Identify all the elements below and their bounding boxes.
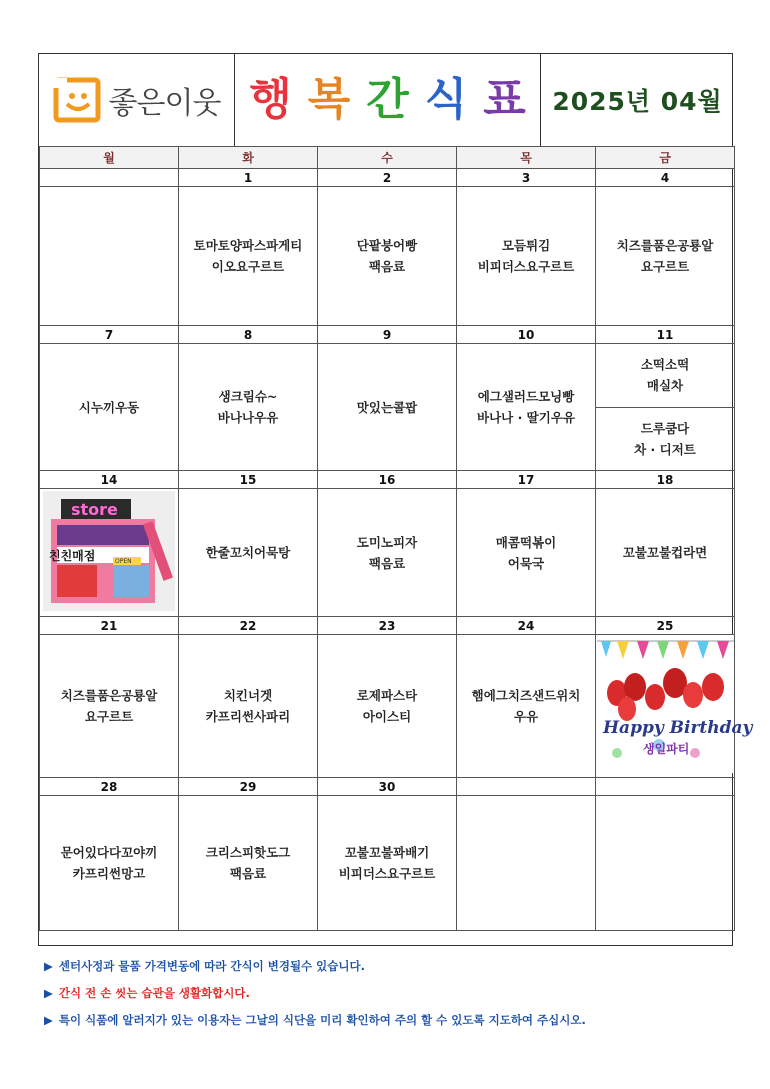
menu-line: 어묵국 [507, 555, 545, 571]
note-text: 센터사정과 물품 가격변동에 따라 간식이 변경될수 있습니다. [58, 959, 365, 973]
menu-cell [179, 187, 318, 326]
menu-cell [40, 187, 179, 326]
menu-line: 생크림슈~ [218, 389, 278, 404]
date-row [40, 169, 735, 187]
birthday-image [596, 635, 752, 777]
menu-line: 햄에그치즈샌드위치 [471, 688, 581, 703]
month-date [541, 54, 734, 146]
menu-line: 꼬불꼬불컵라면 [622, 545, 708, 560]
menu-text [318, 397, 456, 418]
menu-line: 바나나 · 딸기우유 [477, 410, 575, 425]
menu-line: 모듬튀김 [501, 238, 551, 253]
date-number: 15 [179, 471, 318, 489]
store-icon [43, 491, 175, 611]
triangle-bullet-icon: ▶ [44, 986, 53, 1000]
menu-text [318, 235, 456, 277]
date-number: 22 [179, 617, 318, 635]
menu-cell [40, 635, 179, 778]
menu-line: 한줄꼬치어묵탕 [205, 545, 291, 560]
menu-text [596, 235, 734, 277]
date-number: 29 [179, 778, 318, 796]
weekday-wed: 수 [318, 147, 457, 169]
note-item [44, 980, 586, 1007]
menu-cell [179, 344, 318, 471]
menu-text [40, 397, 178, 418]
date-number: 11 [596, 326, 735, 344]
split-bottom [596, 408, 734, 471]
menu-cell [457, 635, 596, 778]
birthday-script-text: Happy Birthday [602, 718, 752, 738]
logo [39, 54, 235, 146]
title-char: 표 [483, 74, 526, 125]
logo-text: 좋은이웃 [108, 86, 221, 121]
logo-mark-icon [53, 76, 103, 124]
split-cell [596, 344, 734, 470]
title-char: 간 [366, 74, 409, 125]
split-top [596, 344, 734, 408]
menu-cell [596, 187, 735, 326]
menu-text [179, 235, 317, 277]
date-row [40, 778, 735, 796]
date-number: 18 [596, 471, 735, 489]
menu-line: 우유 [513, 709, 539, 724]
menu-cell [318, 635, 457, 778]
birthday-label-text: 생일파티 [642, 742, 689, 756]
menu-text [318, 532, 456, 574]
menu-cell [596, 344, 735, 471]
menu-line: 토마토양파스파게티 [193, 238, 303, 253]
menu-text [641, 354, 689, 396]
menu-text [318, 685, 456, 727]
date-number [596, 778, 735, 796]
menu-line: 치킨너겟 [223, 688, 273, 703]
menu-cell [596, 635, 752, 778]
menu-line: 팩음료 [229, 866, 267, 881]
date-row [40, 617, 735, 635]
menu-line: 비피더스요구르트 [477, 259, 575, 274]
menu-cell [40, 344, 179, 471]
date-number [457, 778, 596, 796]
menu-cell [596, 489, 735, 617]
notes [44, 953, 586, 1034]
title-char: 행 [249, 74, 292, 125]
date-number: 1 [179, 169, 318, 187]
menu-line: 바나나우유 [217, 410, 279, 425]
menu-row [40, 796, 735, 931]
menu-cell [318, 489, 457, 617]
date-number [40, 169, 179, 187]
triangle-bullet-icon: ▶ [44, 959, 53, 973]
store-open-text: OPEN [115, 557, 132, 565]
menu-cell [457, 187, 596, 326]
menu-line: 문어있다다꼬야끼 [60, 845, 158, 860]
menu-line: 로제파스타 [356, 688, 418, 703]
menu-line: 꼬불꼬불꽈배기 [344, 845, 430, 860]
date-number: 28 [40, 778, 179, 796]
header [39, 54, 732, 146]
birthday-balloons-icon [597, 635, 752, 773]
menu-line: 치즈를품은공룡알 [60, 688, 158, 703]
menu-row [40, 635, 735, 778]
menu-row [40, 187, 735, 326]
weekday-mon: 월 [40, 147, 179, 169]
menu-line: 매실차 [646, 378, 684, 394]
menu-row [40, 489, 735, 617]
menu-text [457, 386, 595, 428]
date-number: 4 [596, 169, 735, 187]
date-number: 16 [318, 471, 457, 489]
menu-line: 시누끼우동 [78, 399, 140, 415]
date-row [40, 471, 735, 489]
menu-text [40, 685, 178, 727]
menu-line: 요구르트 [640, 259, 690, 274]
menu-cell [179, 489, 318, 617]
weekday-thu: 목 [457, 147, 596, 169]
date-number: 2 [318, 169, 457, 187]
menu-cell [40, 796, 179, 931]
date-number: 10 [457, 326, 596, 344]
note-item [44, 1007, 586, 1034]
menu-row [40, 344, 735, 471]
menu-text [179, 842, 317, 884]
menu-cell [40, 489, 179, 617]
title-char: 복 [307, 74, 351, 125]
date-number: 3 [457, 169, 596, 187]
menu-line: 크리스피핫도그 [205, 845, 291, 860]
note-item [44, 953, 586, 980]
menu-cell [457, 344, 596, 471]
menu-line: 팩음료 [368, 555, 406, 571]
menu-text [457, 685, 595, 727]
menu-line: 치즈를품은공룡알 [616, 238, 714, 253]
menu-line: 카프리썬망고 [72, 866, 146, 881]
menu-line: 맛있는콜팝 [356, 399, 418, 415]
menu-line: 이오요구르트 [211, 259, 285, 274]
menu-line: 팩음료 [368, 259, 406, 274]
menu-cell [318, 796, 457, 931]
menu-text [634, 418, 696, 460]
menu-line: 요구르트 [84, 709, 134, 724]
note-text: 특이 식품에 알러지가 있는 이용자는 그날의 식단을 미리 확인하여 주의 할 수 있도록 지도하여 주십시오. [58, 1013, 586, 1027]
menu-text [179, 386, 317, 428]
store-label-text: 친친매점 [49, 548, 96, 563]
menu-line: 아이스티 [362, 709, 412, 724]
date-number: 30 [318, 778, 457, 796]
date-row [40, 326, 735, 344]
page-title [235, 54, 541, 146]
date-number: 9 [318, 326, 457, 344]
date-number: 7 [40, 326, 179, 344]
menu-text [318, 842, 456, 884]
menu-text [457, 235, 595, 277]
store-image [40, 491, 178, 615]
date-number: 23 [318, 617, 457, 635]
date-number: 21 [40, 617, 179, 635]
menu-cell [596, 796, 735, 931]
store-sign-text: store [71, 499, 118, 519]
date-number: 25 [596, 617, 735, 635]
date-number: 14 [40, 471, 179, 489]
menu-line: 차 · 디저트 [634, 441, 696, 457]
menu-text [596, 542, 734, 563]
menu-line: 드루쿰다 [640, 420, 690, 436]
date-number: 24 [457, 617, 596, 635]
menu-text [179, 542, 317, 563]
snack-calendar-table [39, 146, 752, 931]
note-text: 간식 전 손 씻는 습관을 생활화합시다. [58, 986, 250, 1000]
weekday-header-row [40, 147, 735, 169]
menu-cell [318, 344, 457, 471]
weekday-fri: 금 [596, 147, 735, 169]
date-number: 8 [179, 326, 318, 344]
menu-cell [179, 635, 318, 778]
menu-line: 카프리썬사파리 [205, 709, 291, 724]
title-char: 식 [424, 74, 468, 125]
weekday-tue: 화 [179, 147, 318, 169]
menu-cell [457, 489, 596, 617]
menu-cell [179, 796, 318, 931]
date-number: 17 [457, 471, 596, 489]
calendar-frame [38, 53, 752, 946]
menu-text [457, 532, 595, 574]
menu-cell [457, 796, 596, 931]
menu-text [40, 842, 178, 884]
menu-line: 에그샐러드모닝빵 [477, 389, 575, 404]
menu-line: 단팥붕어빵 [356, 238, 418, 253]
menu-line: 매콤떡볶이 [495, 534, 557, 550]
menu-line: 비피더스요구르트 [338, 866, 436, 881]
menu-cell [318, 187, 457, 326]
triangle-bullet-icon: ▶ [44, 1013, 53, 1027]
menu-text [179, 685, 317, 727]
menu-line: 소떡소떡 [640, 357, 690, 373]
date-label: 2025년 04월 [552, 87, 723, 116]
menu-line: 도미노피자 [356, 534, 418, 550]
